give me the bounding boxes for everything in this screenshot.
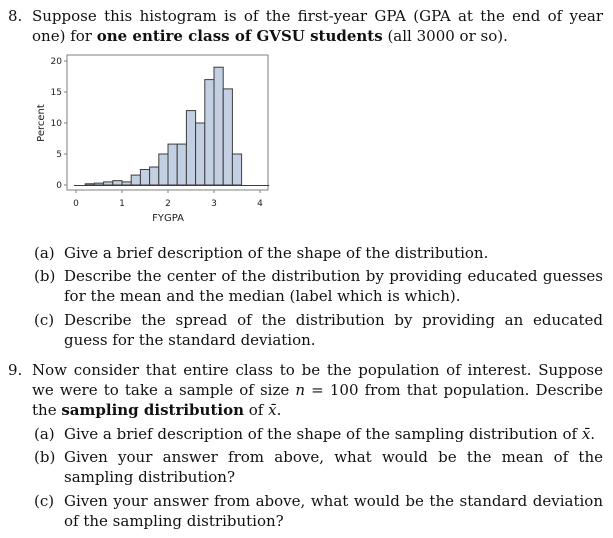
histogram-bar [85,184,94,185]
part-label: (b) [34,448,56,466]
part-text: Given your answer from above, what would be the standard deviation of the sampling distribution? [64,492,603,530]
histogram-bar [214,67,223,185]
q8-part-a [34,243,603,263]
x-tick-label: 1 [119,199,125,209]
question-number: 9. [8,361,23,379]
q8-part-c [34,310,603,350]
y-tick-label: 15 [50,88,62,98]
x-tick-label: 4 [257,199,263,209]
histogram-bar [177,144,186,185]
y-tick-label: 20 [50,57,62,67]
part-label: (a) [34,425,55,443]
part-label: (a) [34,244,55,262]
q9-part-c [34,491,603,531]
x-tick-label: 3 [211,199,217,209]
y-tick-label: 10 [50,119,62,129]
histogram-bar [104,182,113,185]
y-tick-label: 5 [56,150,62,160]
histogram-bar [131,175,140,185]
histogram-bar [196,123,205,185]
part-label: (c) [34,492,55,510]
x-tick-label: 2 [165,199,171,209]
part-text: Give a brief description of the shape of the distribution. [64,244,489,262]
question-text-bold: sampling distribution [61,401,244,419]
question-9 [8,360,603,420]
histogram-bar [159,154,168,185]
question-text-of: of [248,401,264,419]
q9-part-b [34,447,603,487]
part-label: (c) [34,311,55,329]
histogram-bar [232,154,241,185]
part-text-main: Give a brief description of the shape of the sampling distribution of [64,425,578,443]
question-text-mid: from that population. Describe the [32,381,603,419]
part-text: Describe the center of the distribution by providing educated guesses for the mean and the median (label which is which). [64,267,603,305]
histogram-bar [168,144,177,185]
q8-part-b [34,266,603,306]
question-number: 8. [8,7,23,25]
xbar-symbol: x̄ [581,425,591,443]
sample-size-symbol: n [295,381,306,399]
histogram-bar [94,183,103,185]
xbar-symbol: x̄ [268,401,277,419]
part-text-end: . [590,425,596,443]
histogram-bar [186,111,195,185]
y-tick-label: 0 [56,181,62,191]
bars-group [85,67,241,185]
part-text [64,424,603,444]
question-text-pre: Suppose this histogram is of the first-year GPA (GPA at the end of year one) for [32,7,603,45]
sample-size-value: = 100 [311,381,359,399]
question-text-pre: Now consider that entire class to be the population of interest. Suppose we were to take a sample of size [32,361,603,399]
y-axis-label: Percent [36,104,47,142]
x-tick-label: 0 [73,199,79,209]
question-text-bold: one entire class of GVSU students [96,27,383,45]
part-text: Describe the spread of the distribution by providing an educated guess for the standard deviation. [64,311,603,349]
histogram-bar [223,89,232,185]
histogram-bar [113,181,122,185]
histogram-bar [150,167,159,185]
histogram-bar [122,182,131,185]
question-period: . [276,401,282,419]
histogram-bar [205,80,214,185]
axes-group [36,57,269,224]
part-text: Given your answer from above, what would be the mean of the sampling distribution? [64,448,603,486]
question-text [32,360,603,420]
question-text-post: (all 3000 or so). [387,27,508,45]
x-axis-label: FYGPA [152,213,184,224]
part-label: (b) [34,267,56,285]
histogram-bar [140,170,149,186]
q9-part-a [34,424,603,444]
